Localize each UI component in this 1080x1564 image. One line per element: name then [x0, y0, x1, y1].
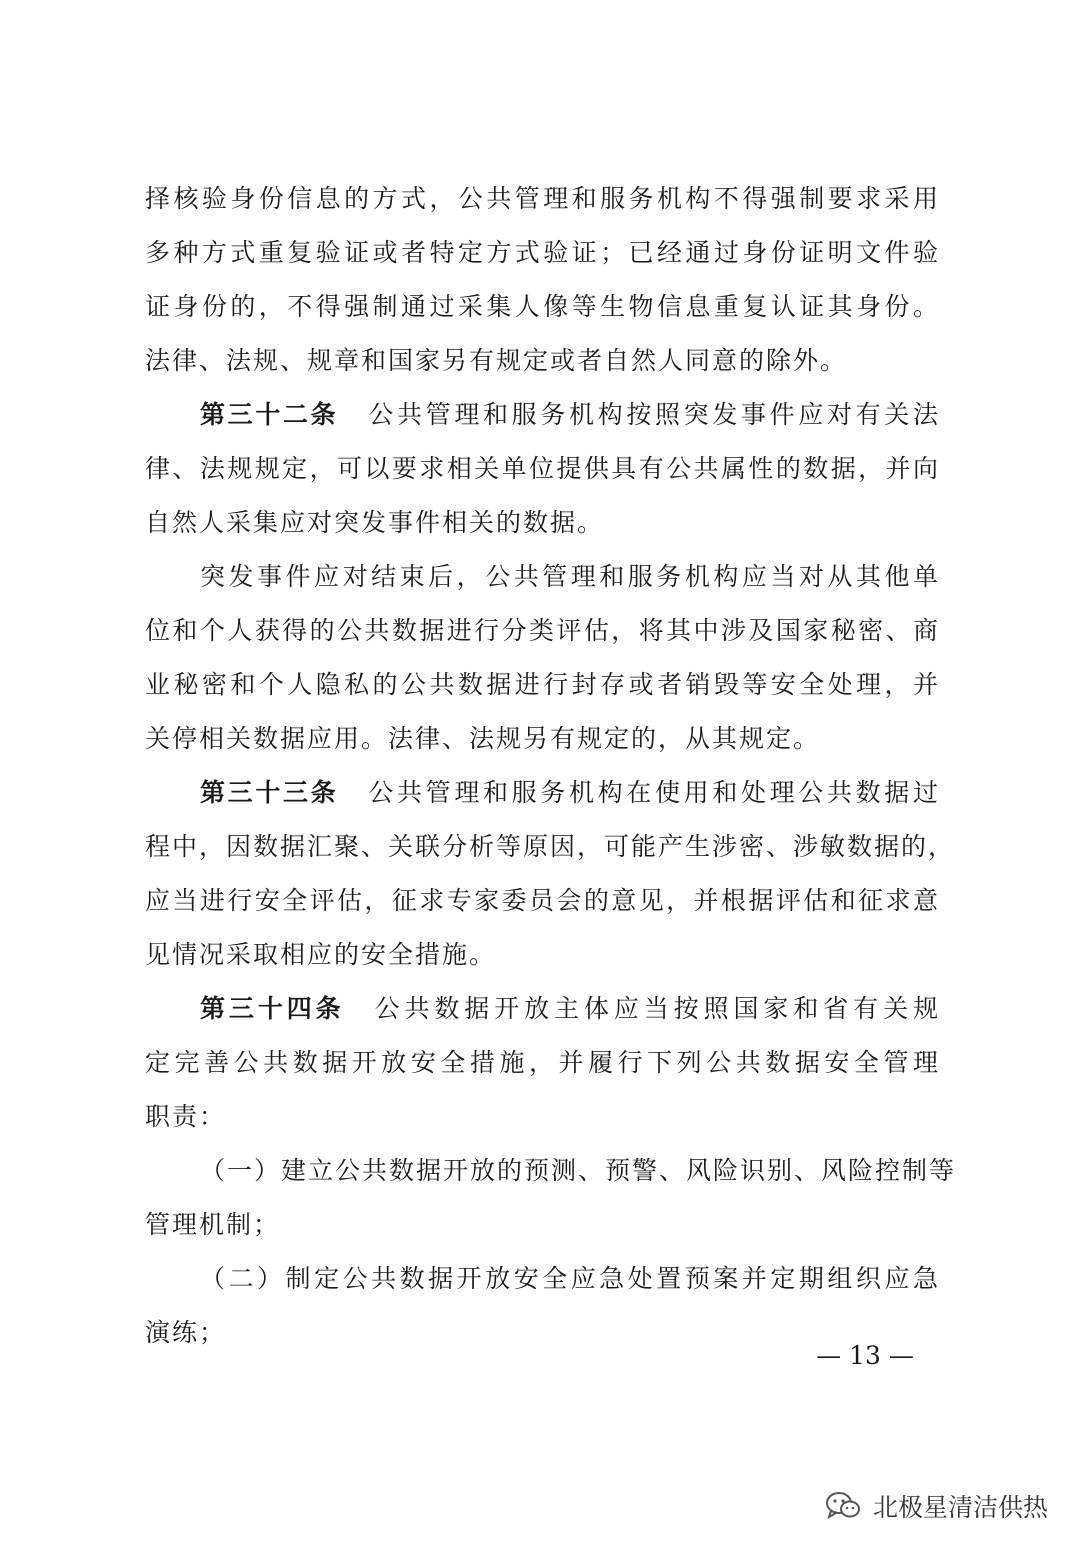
article-34-first-line	[145, 982, 940, 1036]
text-line: 业秘密和个人隐私的公共数据进行封存或者销毁等安全处理，并	[145, 670, 940, 699]
text-line: 律、法规规定，可以要求相关单位提供具有公共属性的数据，并向	[145, 454, 940, 483]
article-32-first-line	[145, 388, 940, 442]
article-34-text: 公共数据开放主体应当按照国家和省有关规	[374, 994, 940, 1023]
list-item-2: （二）制定公共数据开放安全应急处置预案并定期组织应急	[200, 1264, 940, 1293]
text-line: 自然人采集应对突发事件相关的数据。	[145, 508, 605, 537]
text-line: 法律、法规、规章和国家另有规定或者自然人同意的除外。	[145, 346, 848, 375]
text-line: 管理机制；	[145, 1210, 281, 1239]
text-line: 多种方式重复验证或者特定方式验证；已经通过身份证明文件验	[145, 238, 940, 267]
text-line: 程中，因数据汇聚、关联分析等原因，可能产生涉密、涉敏数据的，	[145, 832, 956, 861]
text-line: 关停相关数据应用。法律、法规另有规定的，从其规定。	[145, 724, 821, 753]
watermark	[825, 1486, 1048, 1526]
text-line: 演练；	[145, 1318, 227, 1347]
text-line: 突发事件应对结束后，公共管理和服务机构应当对从其他单	[200, 562, 940, 591]
document-body	[145, 172, 957, 1360]
watermark-text: 北极星清洁供热	[872, 1493, 1048, 1522]
article-33-text: 公共管理和服务机构在使用和处理公共数据过	[368, 778, 940, 807]
text-line: 择核验身份信息的方式，公共管理和服务机构不得强制要求采用	[145, 184, 940, 213]
article-32-heading: 第三十二条	[200, 400, 339, 429]
article-33-first-line	[145, 766, 940, 820]
text-line: 定完善公共数据开放安全措施，并履行下列公共数据安全管理	[145, 1048, 940, 1077]
article-33-heading: 第三十三条	[200, 778, 339, 807]
text-line: 见情况采取相应的安全措施。	[145, 940, 497, 969]
text-line: 位和个人获得的公共数据进行分类评估，将其中涉及国家秘密、商	[145, 616, 940, 645]
text-line: 证身份的，不得强制通过采集人像等生物信息重复认证其身份。	[145, 292, 940, 321]
list-item-1: （一）建立公共数据开放的预测、预警、风险识别、风险控制等	[200, 1156, 957, 1185]
page-number: — 13 —	[816, 1341, 914, 1370]
text-line: 职责：	[145, 1102, 227, 1131]
article-32-text: 公共管理和服务机构按照突发事件应对有关法	[368, 400, 940, 429]
article-34-heading: 第三十四条	[200, 994, 345, 1023]
text-line: 应当进行安全评估，征求专家委员会的意见，并根据评估和征求意	[145, 886, 940, 915]
wechat-icon	[825, 1490, 861, 1522]
